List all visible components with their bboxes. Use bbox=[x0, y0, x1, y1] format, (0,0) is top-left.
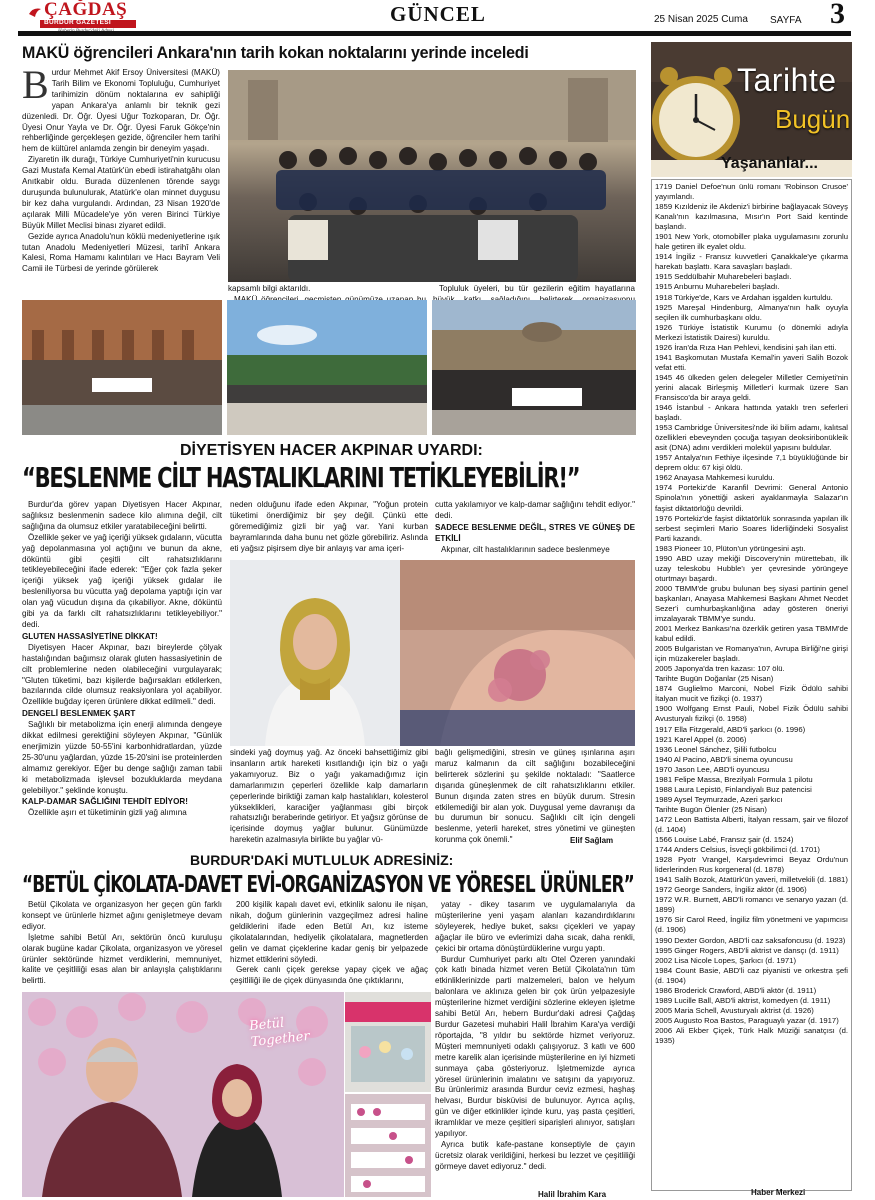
sidebar-entry: 1940 Al Pacino, ABD'li sinema oyuncusu bbox=[655, 754, 793, 764]
article2-col3-top bbox=[435, 500, 635, 556]
sidebar-entry: 1915 Seddülbahir Muharebeleri başladı. bbox=[655, 272, 792, 282]
sidebar-entry: 1926 Türkiye İstatistik Kurumu (o dönemki adıyla Merkezi İstatistik Dairesi) kuruldu. bbox=[655, 322, 848, 342]
sidebar-entry: 1472 Leon Battista Alberti, İtalyan ressam, şair ve filozof (d. 1404) bbox=[655, 814, 848, 834]
article1-col1 bbox=[22, 62, 220, 275]
dropcap: B bbox=[22, 62, 49, 107]
photo-tbmm bbox=[22, 300, 222, 435]
photo-shop-front bbox=[345, 992, 431, 1092]
sidebar-entry: 1957 Antalya'nın Fethiye ilçesinde 7,1 büyüklüğünde bir deprem oldu: 67 kişi öldü. bbox=[655, 453, 848, 473]
sidebar-entry: Tarihte Bugün Doğanlar (25 Nisan) bbox=[655, 674, 774, 684]
article2-paragraph: Özellikle aşırı et tüketiminin gizli yağ alımına bbox=[28, 808, 187, 818]
sidebar-entry: 1970 Jason Lee, ABD'li oyuncusu bbox=[655, 764, 770, 774]
article2-col2-top bbox=[230, 500, 428, 555]
sidebar-entry: 1953 Cambridge Üniversitesi'nde iki bilim adamı, kalıtsal özellikleri ebeveynden çocuğa taşıyan deoksiribonükleik asit (DNA) adını verdikleri molekül yapısını buldular. bbox=[655, 423, 848, 453]
sidebar-entry: 1988 Laura Lepistö, Finlandiyalı Buz patencisi bbox=[655, 784, 812, 794]
sidebar-entry-list bbox=[655, 182, 848, 1046]
sidebar-entry: 1946 İstanbul - Ankara hattında yataklı tren seferleri başladı. bbox=[655, 403, 848, 423]
article1-headline: MAKÜ öğrencileri Ankara'nın tarih kokan noktalarını yerinde inceledi bbox=[22, 44, 529, 62]
article2-col1 bbox=[22, 500, 222, 819]
sidebar-entry: 1744 Anders Celsius, İsveçli gökbilimci (d. 1701) bbox=[655, 845, 820, 855]
article2-paragraph: Diyetisyen Hacer Akpınar, bazı bireylerde çölyak hastalığından bağımsız olarak gluten hassasiyetinin de cilt problemlerine neden olabileceğini vurgulayarak; "Gluten tüketimi, bazı kişilerde bağırsakları etkilerken, bazılarında cilde olumsuz reaksiyonlara yol açabiliyor. Özellikle buğday içeren ürünlere dikkat edilmeli." dedi. bbox=[22, 642, 222, 707]
sidebar-entry: 1921 Karel Appel (ö. 2006) bbox=[655, 734, 747, 744]
sidebar-entry: 2000 TBMM'de grubu bulunan beş siyasi partinin genel başkanları, Anayasa Mahkemesi Başkanı Ahmet Necdet Sezer'i cumhurbaşkanlığına aday gösteren öneriyi imzalayarak TBMM'ye sundu. bbox=[655, 583, 848, 624]
sidebar-entry: 1566 Louise Labé, Fransız şair (d. 1524) bbox=[655, 835, 794, 845]
sidebar-entries bbox=[651, 179, 852, 1191]
photo-hacer-akpinar bbox=[230, 560, 400, 746]
sidebar-entry: 2006 Ali Ekber Çiçek, Türk Halk Müziği sanatçısı (d. 1935) bbox=[655, 1025, 848, 1045]
sidebar-entry: 1976 Portekiz'de faşist diktatörlük sonrasında yapılan ilk serbest seçimleri Mario Soares liderliğindeki Sosyalist Parti kazandı. bbox=[655, 513, 848, 543]
sidebar-entry: 1945 46 ülkeden gelen delegeler Milletler Cemiyeti'nin yerini alacak Birleşmiş Milletler'i kurmak üzere San Fransisco'da bir araya geldi. bbox=[655, 372, 848, 402]
article3-headline: “BETÜL ÇİKOLATA-DAVET EVİ-ORGANİZASYON VE YÖRESEL ÜRÜNLER” bbox=[22, 872, 634, 898]
article1-paragraph: kapsamlı bilgi aktarıldı. bbox=[228, 284, 311, 293]
sidebar-entry: 1983 Pioneer 10, Plüton'un yörüngesini aştı. bbox=[655, 543, 806, 553]
article2-paragraph: Burdur'da görev yapan Diyetisyen Hacer Akpınar, sağlıksız beslenmenin sadece kilo alımına değil, cilt sağlığına da olumsuz etkiler yaratabileceğini belirtti. bbox=[22, 500, 222, 531]
sidebar-title-2: Bugün bbox=[775, 104, 851, 134]
clock-header bbox=[651, 42, 852, 177]
sidebar-entry: 1989 Lucille Ball, ABD'li aktrist, komedyen (d. 1911) bbox=[655, 995, 831, 1005]
article3-paragraph: Ayrıca butik kafe-pastane konseptiyle de çayın ücretsiz olarak verildiğini, herkesi bu lezzet ve çeşitliliği görmeye davet ediyoruz." dedi. bbox=[435, 1139, 635, 1171]
article2-paragraph: neden olduğunu ifade eden Akpınar, "Yoğun protein tüketimi önerdiğimiz bir şey değil. Çünkü ette göremediğimiz gizli bir yağ var. Yani kurban bayramlarında daha bunu net gözle görebiliriz. Aslında eti yağsız pişirsem diye bir anlayış var ama içeri- bbox=[230, 500, 428, 553]
article2-col2-bottom bbox=[230, 748, 428, 846]
sidebar-entry: 1989 Aysel Teymurzade, Azeri şarkıcı bbox=[655, 794, 783, 804]
article2-col3-bottom bbox=[435, 748, 635, 846]
article2-paragraph: Sağlıklı bir metabolizma için enerji alımında dengeye dikkat edilmesi gerektiğini söyleyen Akpınar, "Günlük enerjimizin yüzde 50-55'ini karbonhidratlardan, yüzde 25-30'unu yağlardan, yüzde 15-20'sini ise proteinlerden almamız gerekiyor. Eğer bu denge sağlığı zaman tabii ki metabolizmada işlevsel bozukluklarda meydana gelebiliyor." şeklinde konuştu. bbox=[22, 720, 222, 795]
masthead-rule bbox=[18, 31, 851, 36]
article3-col2 bbox=[230, 900, 428, 987]
sidebar-entry: 1914 İngiliz - Fransız kuvvetleri Çanakkale'ye çıkarma harekatı başlattı. Kara savaşları başladı. bbox=[655, 252, 848, 272]
logo-text: ÇAĞDAŞ bbox=[44, 0, 128, 20]
article2-paragraph: bağlı gelişmediğini, stresin ve güneş ışınlarına aşırı maruz kalmanın da cilt sağlığını bozabileceğini belirterek sözlerini şu şekilde noktaladı: "Saatlerce dışarıda güneşlenmek de cilt rahatsızlıklarını etkiler. Bunun dışında zaten stres en büyük durum. Stresin etkilemediği bir alan yok. Duygusal yeme davranışı da bu durumun bir sonucu. Sağlıklı cilt için dengeli beslenme, yeterli hareket, stres yönetimi ve güneşten korunma çok önemli." bbox=[435, 748, 635, 845]
article2-subhead: GLUTEN HASSASİYETİNE DİKKAT! bbox=[22, 631, 158, 641]
sidebar-entry: 2005 Bulgaristan ve Romanya'nın, Avrupa Birliği'ne girişi için müzakereler başladı. bbox=[655, 644, 848, 664]
article2-byline: Elif Sağlam bbox=[570, 836, 614, 845]
article2-paragraph: Özellikle şeker ve yağ içeriği yüksek gıdaların, vücutta yağ depolanmasına yol açtığını ve bunun da akne, döküntü gibi çeşitli cilt rahatsızlıklarını tetikleyebileceğini ifade ederek: "Eğer çok fazla şeker içeriği yüksek yağ içeriği yüksek gıdalar ile besleniliyorsa bu vücutta yağ depolama yaptığı için var olan yağ vücudun dışına da çıkabiliyor. Akne, döküntü gibi ya da farklı cilt rahatsızlıklarını tetikleyebiliyor." dedi. bbox=[22, 532, 222, 629]
article2-subhead: DENGELİ BESLENMEK ŞART bbox=[22, 709, 136, 719]
article2-subhead: SADECE BESLENME DEĞİL, STRES VE GÜNEŞ DE ETKİLİ bbox=[435, 522, 635, 543]
issue-date: 25 Nisan 2025 Cuma bbox=[654, 14, 748, 25]
sidebar-entry: 1928 Pyotr Vrangel, Karşıdevrimci Beyaz Ordu'nun liderlerinden Rus korgeneral (d. 1878) bbox=[655, 855, 848, 875]
article1-paragraph: urdur Mehmet Akif Ersoy Üniversitesi (MAKÜ) Tarih Bilim ve Ekonomi Topluluğu, Cumhuriyet tarihimizin dönüm noktalarına ev sahipliği yapan Ankara'ya anlamlı bir teknik gezi düzenledi. Dr. Öğr. Üyesi Uğur Tozkoparan, Dr. Öğr. Üyesi Onur Yayla ve Dr. Öğr. Üyesi Faruk Gökçe'nin rehberliğinde gerçekleşen gezide, öğrenciler hem tarihi hem de kültürel anlamda zengin bir deneyim yaşadı. bbox=[22, 68, 220, 154]
article3-paragraph: İşletme sahibi Betül Arı, sektörün öncü kuruluşu olarak bugüne kadar Çikolata, organizasyon ve yöresel ürünler sektöründe hizmet verdiklerini, memnuniyet, kalite ve çeşitliliği esas alan bir anlayışla çalıştıklarını belirtti. bbox=[22, 932, 222, 986]
page-number: 3 bbox=[830, 0, 845, 30]
photo-museum bbox=[432, 300, 636, 435]
article1-paragraph: Topluluk üyeleri, bu tür gezilerin eğitim hayatlarına bbox=[439, 284, 635, 293]
article3-paragraph: Burdur Cumhuriyet parkı altı Otel Özeren yanındaki çok katlı binada hizmet veren Betül Çikolata'nın tüm etkinliklerinizde parti malzemeleri, balon ve helyum balonlara ve aklınıza gelen bir çok ürün yelpazesiyle müşterilerine hizmet verdiğini sözlerine ekleyen işletme sahibi Betül Arı, hebern Burdur'daki adresi Çağdaş Burdur Gazetesi muhabiri Halil İbrahim Kara'ya verdiği röportajda, "8 yıldır bu sektörde hizmet veriyoruz. Müşteri memnuniyeti odaklı çalışıyoruz. 3 katlı ve 600 metre karelik alan içerisinde müşterilerine en iyi hizmeti sunmaya çaba gösteriyoruz. İşletmemizde ayrıca yöresel ürünlerinin imalatını ve satışını da yapıyoruz. Bu ürünlerimiz arasında Burdur ceviz ezmesi, haşhaş helvası, Burdur bisküvisi de bulunuyor. Ayrıca açılış, gün ve diğer etkinlikler içinde kuru, yaş pasta çeşitleri, ikramlıklar ve meze çeşitleri siparişleri alınıyor, satışları yapılıyor. bbox=[435, 954, 635, 1139]
sidebar-entry: 1984 Count Basie, ABD'li caz piyanisti ve orkestra şefi (d. 1904) bbox=[655, 965, 848, 985]
sidebar-entry: 1962 Anayasa Mahkemesi kuruldu. bbox=[655, 473, 775, 483]
sidebar-byline: Haber Merkezi bbox=[751, 1188, 806, 1197]
sidebar-entry: 1900 Wolfgang Ernst Pauli, Nobel Fizik Ödülü sahibi Avusturyalı fizikçi (ö. 1958) bbox=[655, 704, 848, 724]
article1-paragraph: Gezide ayrıca Anadolu'nun köklü medeniyetlerine ışık tutan Anadolu Medeniyetleri Müzesi, tarihî Ankara Kalesi, Roma Hamamı kalıntıları ve Hacı Bayram Veli Camii ile Türbesi de yerinde görülerek bbox=[22, 231, 220, 274]
sidebar-entry: 2005 Japonya'da tren kazası: 107 ölü. bbox=[655, 664, 785, 674]
article2-paragraph: sindeki yağ doymuş yağ. Az önceki bahsettiğimiz gibi insanların artık hareketi kısıtlandığı için biz o yağı yakamıyoruz. Biz o yağı yakamadığımız için damarlarımızın çeperleri özellikle kalp damarların çeperlerinde biriktiği zaman kalp hastalıkları, kolesterol yükseklikleri, karaciğer yağlanması gibi birçok rahatsızlığı beraberinde getiriyor. Et yağsız görünse de içerisinde doymuş yağlar bulunur. Günümüzde hareketin azalmasıyla birlikte bu yağlar vü- bbox=[230, 748, 428, 845]
sidebar-entry: 1976 Sir Carol Reed, İngiliz film yönetmeni ve yapımcısı (d. 1906) bbox=[655, 915, 848, 935]
sidebar-entry: 1926 İran'da Rıza Han Pehlevi, kendisini şah ilan etti. bbox=[655, 342, 837, 352]
sidebar-entry: 1990 ABD uzay mekiği Discovery'nin mürettebatı, ilk uzay teleskobu Hubble'ı yer çevresinde yörüngeye oturtmayı başardı. bbox=[655, 553, 848, 583]
article3-col3 bbox=[435, 900, 635, 1173]
sidebar-entry: 1901 New York, otomobiller plaka uygulamasını zorunlu hale getiren ilk eyalet oldu. bbox=[655, 232, 848, 252]
sidebar-tarihte-bugun bbox=[651, 38, 852, 1200]
sidebar-entry: 1972 W.R. Burnett, ABD'li romancı ve senaryo yazarı (d. 1899) bbox=[655, 895, 848, 915]
sidebar-entry: 2005 Augusto Roa Bastos, Paraguaylı yazar (d. 1917) bbox=[655, 1015, 839, 1025]
logo-sub: BURDUR GAZETESİ bbox=[44, 19, 111, 26]
sidebar-entry: 1719 Daniel Defoe'nun ünlü romanı 'Robinson Crusoe' yayımlandı. bbox=[655, 182, 848, 202]
article-maku bbox=[0, 38, 650, 438]
article2-headline: “BESLENME CİLT HASTALIKLARINI TETİKLEYEBİLİR!” bbox=[22, 462, 580, 494]
logo-sub-bar bbox=[40, 20, 136, 28]
sidebar-entry: 1874 Guglielmo Marconi, Nobel Fizik Ödülü sahibi İtalyan mucit ve fizikçi (ö. 1937) bbox=[655, 684, 848, 704]
page-label: SAYFA bbox=[770, 15, 802, 26]
sidebar-entry: 1941 Başkomutan Mustafa Kemal'in yaveri Salih Bozok vefat etti. bbox=[655, 352, 848, 372]
photo-skin-rash bbox=[400, 560, 635, 746]
sidebar-entry: 1972 George Sanders, İngiliz aktör (d. 1906) bbox=[655, 885, 807, 895]
article-diyetisyen bbox=[0, 440, 650, 850]
article3-kicker: BURDUR'DAKİ MUTLULUK ADRESİNİZ: bbox=[190, 852, 454, 868]
article2-paragraph: cutta yakılamıyor ve kalp-damar sağlığını tehdit ediyor." dedi. bbox=[435, 500, 635, 520]
article3-paragraph: Gerek canlı çiçek gerekse yapay çiçek ve ağaç çeşitliliği ile de çiçek dünyasında öne çıktıklarını, bbox=[230, 965, 428, 986]
article2-kicker: DİYETİSYEN HACER AKPINAR UYARDI: bbox=[180, 442, 483, 459]
sidebar-entry: 1974 Portekiz'de Karanfil Devrimi: General Antonio Spinola'nın yönettiği askeri ayaklanmayla Salazar'ın faşist diktatörlüğü devrildi. bbox=[655, 483, 848, 513]
article-betul-cikolata bbox=[0, 852, 650, 1200]
photo-chocolate-display bbox=[345, 1094, 431, 1197]
sidebar-entry: 2001 Merkez Bankası'na özerklik getiren yasa TBMM'de kabul edildi. bbox=[655, 624, 848, 644]
sidebar-entry: 1936 Leonel Sánchez, Şilili futbolcu bbox=[655, 744, 777, 754]
article3-paragraph: 200 kişilik kapalı davet evi, etkinlik salonu ile nişan, nikah, doğum günlerinin vazgeçilmez adresi haline geldiklerini ifade eden Betül Arı, kız isteme çikolatalarından, hediyelik çikolatalara, magnetlerden gelin ve damat çiçeklerine kadar geniş bir yelpazede hizmet ettiklerini söyledi. bbox=[230, 900, 428, 964]
article3-paragraph: Betül Çikolata ve organizasyon her geçen gün farklı konsept ve ürünlerle hizmet ağını genişletmeye devam ediyor. bbox=[22, 900, 222, 931]
sidebar-entry: 1995 Ginger Rogers, ABD'li aktrist ve dansçı (d. 1911) bbox=[655, 945, 839, 955]
photo-anitkabir-square bbox=[227, 300, 427, 435]
sidebar-entry: 1925 Mareşal Hindenburg, Almanya'nın halk oyuyla seçilen ilk cumhurbaşkanı oldu. bbox=[655, 302, 848, 322]
article3-paragraph: yatay - dikey tasarım ve uygulamalarıyla da müşterilerine yeni yaşam alanları kazandırdıklarını söyleyerek, hediye buket, saksı çiçekleri ve yapay ağaçlar ile büro ve evlerimizi daha sıcak, daha renkli, çekici bir ortama dönüştürdüklerine vurgu yaptı. bbox=[435, 900, 635, 953]
sidebar-entry: 1990 Dexter Gordon, ABD'li caz saksafoncusu (d. 1923) bbox=[655, 935, 846, 945]
article3-col1 bbox=[22, 900, 222, 987]
section-title: GÜNCEL bbox=[390, 2, 486, 26]
sidebar-entry: 2002 Lisa Nicole Lopes, Şarkıcı (d. 1971) bbox=[655, 955, 797, 965]
sidebar-entry: 1981 Felipe Massa, Brezilyalı Formula 1 pilotu bbox=[655, 774, 813, 784]
logo-bird-icon bbox=[28, 5, 42, 17]
article2-paragraph: Akpınar, cilt hastalıklarının sadece beslenmeye bbox=[441, 544, 610, 554]
article2-subhead: KALP-DAMAR SAĞLIĞINI TEHDİT EDİYOR! bbox=[22, 797, 188, 807]
sidebar-title-1: Tarihte bbox=[737, 62, 837, 98]
sidebar-entry: 1859 Kızıldeniz ile Akdeniz'i birbirine bağlayacak Süveyş Kanalı'nın kazılmasına, Mısır'ın Port Said kentinde başlandı. bbox=[655, 202, 848, 232]
sidebar-entry: Tarihte Bugün Ölenler (25 Nisan) bbox=[655, 804, 767, 814]
photo-group-anitkabir bbox=[228, 70, 636, 282]
article1-paragraph: Ziyaretin ilk durağı, Türkiye Cumhuriyeti'nin kurucusu Gazi Mustafa Kemal Atatürk'ün ebedi istirahatgâhı olan Anıtkabir oldu. Burada düzenlenen törende saygı duruşunda bulunulurak, Atatürk'e olan minnet duygusu bir kez daha vurgulandı. Ardından, 23 Nisan 1920'de açılarak Milli Mücadele'ye yön veren Birinci Türkiye Büyük Millet Meclisi binası ziyaret edildi. bbox=[22, 155, 220, 230]
sidebar-entry: 2005 Maria Schell, Avusturyalı aktrist (d. 1926) bbox=[655, 1005, 814, 1015]
sidebar-entry: 1918 Türkiye'de, Kars ve Ardahan işgalden kurtuldu. bbox=[655, 292, 833, 302]
article3-byline: Halil İbrahim Kara bbox=[538, 1190, 607, 1199]
sidebar-entry: 1917 Ella Fitzgerald, ABD'li şarkıcı (ö. 1996) bbox=[655, 724, 806, 734]
sidebar-entry: 1941 Salih Bozok, Atatürk'ün yaveri, milletvekili (d. 1881) bbox=[655, 875, 848, 885]
sidebar-subtitle: Yaşananlar... bbox=[721, 155, 818, 172]
sidebar-entry: 1915 Arıburnu Muharebeleri başladı. bbox=[655, 282, 780, 292]
photo-neon-sign: Betül Together bbox=[248, 1015, 311, 1051]
sidebar-entry: 1986 Broderick Crawford, ABD'li aktör (d. 1911) bbox=[655, 985, 817, 995]
photo-betul-owners bbox=[22, 992, 344, 1197]
